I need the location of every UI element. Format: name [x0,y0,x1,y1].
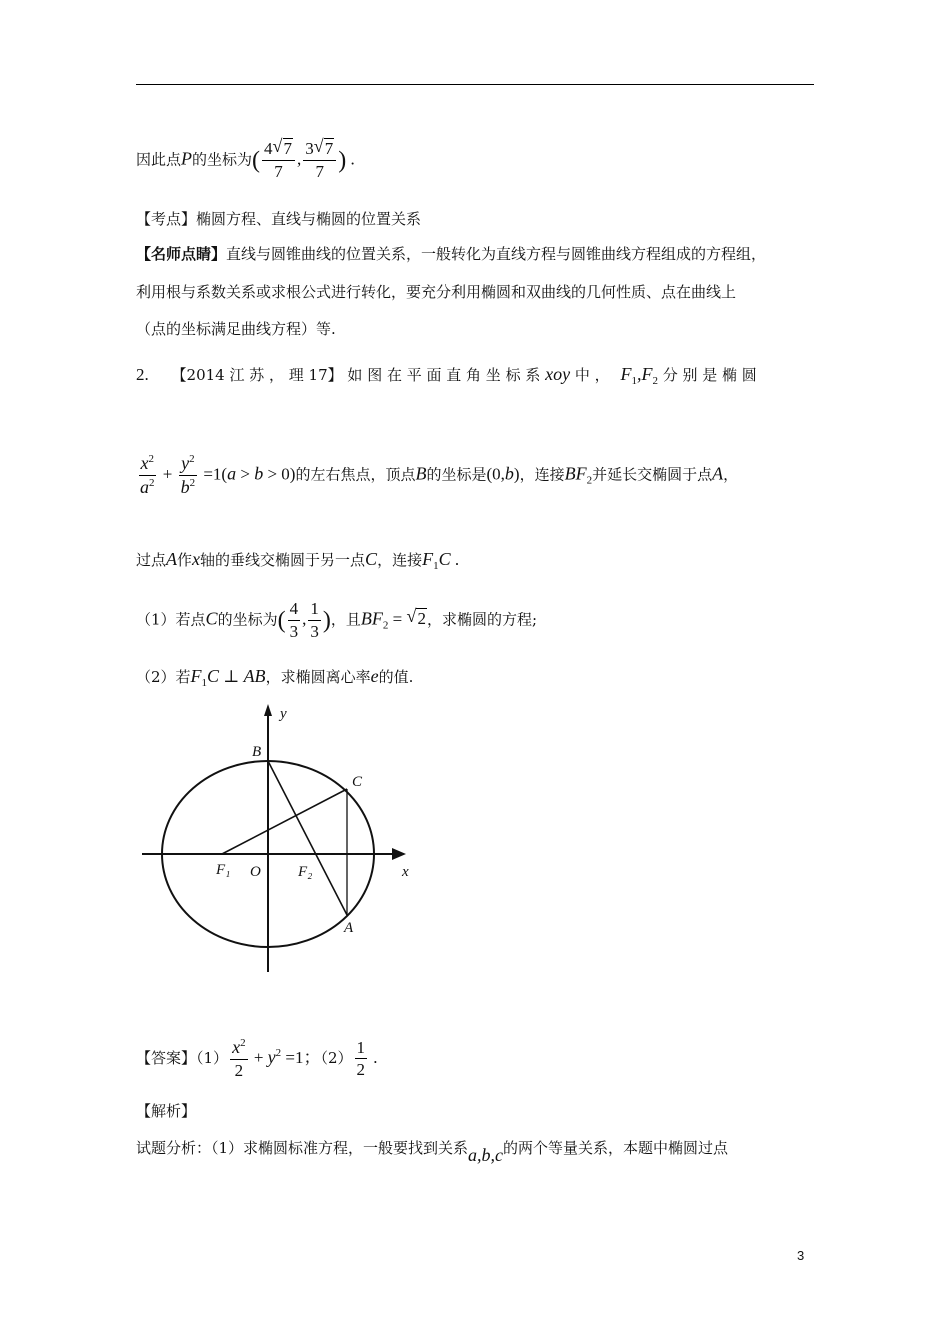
label-c: C [352,774,363,790]
question-text: 作 [177,551,193,569]
kaodian-label: 【考点】 [136,210,197,228]
question-text: 过点 [136,551,167,569]
jiexi-label: 【解析】 [136,1102,197,1120]
question-source: 【2014 江 苏 ， 理 17】 [171,366,343,384]
answer-line: 【答案】（1） $\frac{x^2}{2}$ + $y^2 =1$；（2） $\frac{1}{2}$ . [136,1037,378,1080]
fraction-1: 4 √ 7 7 [262,140,295,181]
var-xoy: xoy [545,364,571,384]
kaodian-text: 椭圆方程、直线与椭圆的位置关系 [196,210,422,228]
mingshi-text: 利用根与系数关系或求根公式进行转化，要充分利用椭圆和双曲线的几何性质、点在曲线上 [136,283,737,301]
var-p: P [181,148,193,169]
line-f1c [222,789,347,854]
var-abc: a,b,c [468,1145,504,1165]
text: 因此点 [136,150,182,169]
text: 的坐标为 [192,150,253,169]
question-2-line-2: $\frac{x^2}{a^2}$ + $\frac{y^2}{b^2}$ =1(a > b > 0)的左右焦点，顶点B的坐标是(0,b)，连接$BF_2$并延长交椭圆于点A， [140,453,739,497]
subquestion-label: （2）若 [136,668,191,686]
question-text: ，求椭圆离心率 [265,668,371,686]
fraction-2: 3 √ 7 7 [303,140,336,181]
question-text: 的左右焦点，顶点 [295,465,416,484]
x-axis-arrow-icon [392,848,406,860]
answer-label: 【答案】 [136,1048,197,1067]
p-coordinate-line: 因此点P的坐标为( 4 √ 7 7 , 3 √ 7 7 ) . [136,136,355,181]
mingshi-text: 直线与圆锥曲线的位置关系，一般转化为直线方程与圆锥曲线方程组成的方程组， [226,245,767,263]
question-text: 的坐标是 [426,465,487,484]
analysis-text: 试题分析：（1）求椭圆标准方程，一般要找到关系 [136,1139,469,1157]
line-ba [268,761,347,915]
question-text: 如 图 在 平 面 直 角 坐 标 系 [347,366,541,384]
label-a: A [344,920,354,936]
question-text: 的坐标为 [217,610,278,629]
answer-part-label: （1） [196,1048,229,1067]
question-text: 轴的垂线交椭圆于另一点 [200,551,366,569]
answer-part-label: （2） [320,1048,353,1067]
y-axis-arrow-icon [264,704,272,716]
question-number: 2. [136,365,149,384]
subquestion-label: （1）若点 [136,610,206,629]
subquestion-1: （1）若点C的坐标为( $\frac{4}{3}$ , $\frac{1}{3}$ )，且$BF_2$ = √ 2，求椭圆的方程; [136,599,537,641]
mingshi-label: 【名师点睛】 [136,245,227,263]
question-2-line-3: 过点A作x轴的垂线交椭圆于另一点C，连接$F_1C$ . [136,549,460,572]
label-b: B [252,744,262,760]
header-rule [136,84,814,85]
question-2-line-1: 2. 【2014 江 苏 ， 理 17】 如 图 在 平 面 直 角 坐 标 系 xoy 中 ， $F_1,F_2$ 分 别 是 椭 圆 [136,364,757,387]
label-o: O [250,864,261,880]
question-text: 并延长交椭圆于点 [592,465,713,484]
mingshi-line-2 [136,285,736,300]
ellipse-figure [140,704,420,974]
analysis-text: 的两个等量关系，本题中椭圆过点 [503,1139,729,1157]
question-text: 分 别 是 椭 圆 [662,366,757,384]
jiexi-line [136,1104,196,1119]
label-y: y [280,706,287,722]
question-text: ，连接 [377,551,423,569]
subquestion-2: （2）若$F_1C$ ⊥ AB，求椭圆离心率e的值. [136,666,414,689]
analysis-line [136,1138,729,1165]
question-text: 中 ， [574,366,610,384]
question-text: ，求椭圆的方程; [426,610,537,629]
kaodian-line [136,212,421,227]
question-text: ，且 [330,610,361,629]
question-text: 的值. [378,668,414,686]
label-f1: F₁ [216,862,231,878]
ellipse-term-y: $\frac{y^2}{b^2}$ [180,453,196,497]
label-f2: F₂ [298,864,313,880]
ellipse-term-x: $\frac{x^2}{a^2}$ [140,453,155,497]
mingshi-text: （点的坐标满足曲线方程）等. [136,320,336,338]
mingshi-line-3 [136,322,336,337]
mingshi-line-1 [136,247,766,262]
question-text: ，连接 [519,465,565,484]
page-number: 3 [797,1248,805,1263]
label-x: x [402,864,409,880]
